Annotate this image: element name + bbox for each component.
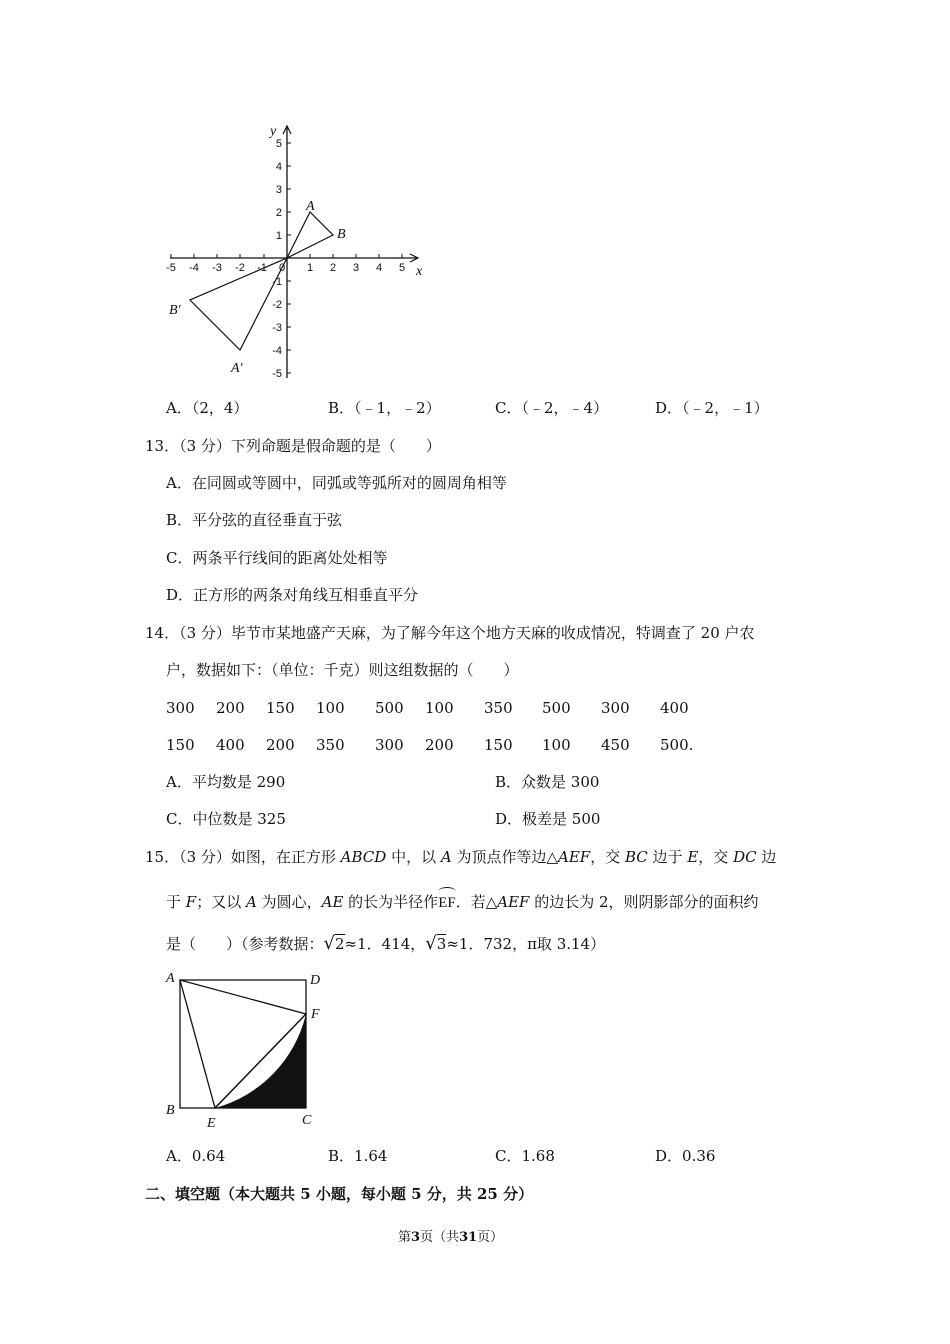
vertex-f-label: F [311, 1007, 320, 1022]
y-tick: 4 [275, 161, 282, 173]
q15-option-b[interactable]: B．1.64 [328, 1147, 388, 1165]
y-tick: 3 [275, 184, 282, 196]
data-value: 500 [375, 699, 404, 717]
y-tick: -1 [272, 276, 282, 288]
data-value: 150 [166, 736, 195, 754]
y-tick: 2 [275, 207, 282, 219]
q13-option-a[interactable]: A．在同圆或等圆中，同弧或等弧所对的圆周角相等 [166, 474, 507, 492]
q13-option-d[interactable]: D．正方形的两条对角线互相垂直平分 [166, 586, 419, 604]
q15-stem-line1: 15．（3 分）如图，在正方形 ABCD 中，以 A 为顶点作等边△AEF，交 BC 边于 E，交 DC 边 [145, 848, 777, 866]
q15-option-a[interactable]: A．0.64 [166, 1147, 226, 1165]
vertex-d-label: D [310, 973, 321, 988]
triangle-oab [287, 212, 333, 258]
data-value: 300 [601, 699, 630, 717]
y-tick: -5 [272, 368, 282, 380]
y-tick: 5 [275, 138, 282, 150]
q13-option-b[interactable]: B．平分弦的直径垂直于弦 [166, 511, 343, 529]
q12-option-a[interactable]: A．（2，4） [166, 399, 249, 417]
point-b-prime-label: B′ [169, 303, 181, 318]
y-tick: -3 [272, 322, 282, 334]
section-heading: 二、填空题（本大题共 5 小题，每小题 5 分，共 25 分） [145, 1185, 534, 1203]
q12-option-c[interactable]: C．（﹣2，﹣4） [495, 399, 609, 417]
q14-option-a[interactable]: A．平均数是 290 [166, 773, 286, 791]
y-tick: 1 [275, 230, 282, 242]
data-value: 400 [660, 699, 689, 717]
point-a-label: A [306, 199, 315, 214]
q15-stem-line2: 于 F；又以 A 为圆心，AE 的长为半径作EF．若△AEF 的边长为 2，则阴影部分的面积约 [166, 893, 759, 911]
vertex-e-label: E [207, 1116, 216, 1131]
x-tick: -2 [235, 262, 245, 274]
data-value: 400 [216, 736, 245, 754]
data-value: 300 [375, 736, 404, 754]
y-tick: -4 [272, 345, 282, 357]
data-value: 150 [484, 736, 513, 754]
q13-stem: 13．（3 分）下列命题是假命题的是（ ） [145, 437, 441, 455]
sqrt-icon: √ [323, 933, 335, 954]
q15-option-c[interactable]: C．1.68 [495, 1147, 555, 1165]
coordinate-graph [160, 118, 440, 386]
sqrt-icon: √ [425, 933, 437, 954]
x-tick: 0 [278, 262, 286, 274]
vertex-c-label: C [302, 1113, 312, 1128]
x-tick: 2 [329, 262, 337, 274]
x-axis-label: x [416, 264, 423, 279]
q14-stem-line1: 14．（3 分）毕节市某地盛产天麻，为了解今年这个地方天麻的收成情况，特调查了 20 户农 [145, 624, 755, 642]
vertex-a-label: A [166, 971, 175, 986]
x-tick: 3 [352, 262, 360, 274]
x-tick: -1 [257, 262, 267, 274]
q15-option-d[interactable]: D．0.36 [655, 1147, 716, 1165]
data-value: 100 [542, 736, 571, 754]
vertex-b-label: B [166, 1103, 175, 1118]
x-tick: -3 [212, 262, 222, 274]
arc-ef-symbol: EF [438, 891, 456, 913]
x-tick: 5 [398, 262, 406, 274]
x-tick: -5 [166, 262, 176, 274]
y-tick: -2 [272, 299, 282, 311]
q12-option-d[interactable]: D．（﹣2，﹣1） [655, 399, 769, 417]
square-figure [160, 966, 330, 1132]
point-a-prime-label: A′ [231, 361, 243, 376]
data-value: 350 [316, 736, 345, 754]
x-tick: -4 [189, 262, 199, 274]
data-value: 450 [601, 736, 630, 754]
q14-option-b[interactable]: B．众数是 300 [495, 773, 600, 791]
x-tick: 4 [375, 262, 383, 274]
data-value: 300 [166, 699, 195, 717]
data-value: 350 [484, 699, 513, 717]
data-value: 100 [316, 699, 345, 717]
data-value: 200 [216, 699, 245, 717]
q12-option-b[interactable]: B．（﹣1，﹣2） [328, 399, 441, 417]
data-value: 500. [660, 736, 694, 754]
q14-option-c[interactable]: C．中位数是 325 [166, 810, 286, 828]
page-footer: 第3页（共31页） [398, 1230, 504, 1245]
y-axis-label: y [270, 124, 277, 139]
data-value: 150 [266, 699, 295, 717]
x-tick: 1 [306, 262, 314, 274]
data-value: 500 [542, 699, 571, 717]
data-value: 200 [425, 736, 454, 754]
q15-stem-line3: 是（ ）（参考数据：√2≈1．414，√3≈1．732，π取 3.14） [166, 933, 606, 954]
q14-option-d[interactable]: D．极差是 500 [495, 810, 601, 828]
data-value: 200 [266, 736, 295, 754]
point-b-label: B [337, 227, 346, 242]
data-value: 100 [425, 699, 454, 717]
q13-option-c[interactable]: C．两条平行线间的距离处处相等 [166, 549, 388, 567]
q14-stem-line2: 户，数据如下：（单位：千克）则这组数据的（ ） [166, 661, 519, 679]
